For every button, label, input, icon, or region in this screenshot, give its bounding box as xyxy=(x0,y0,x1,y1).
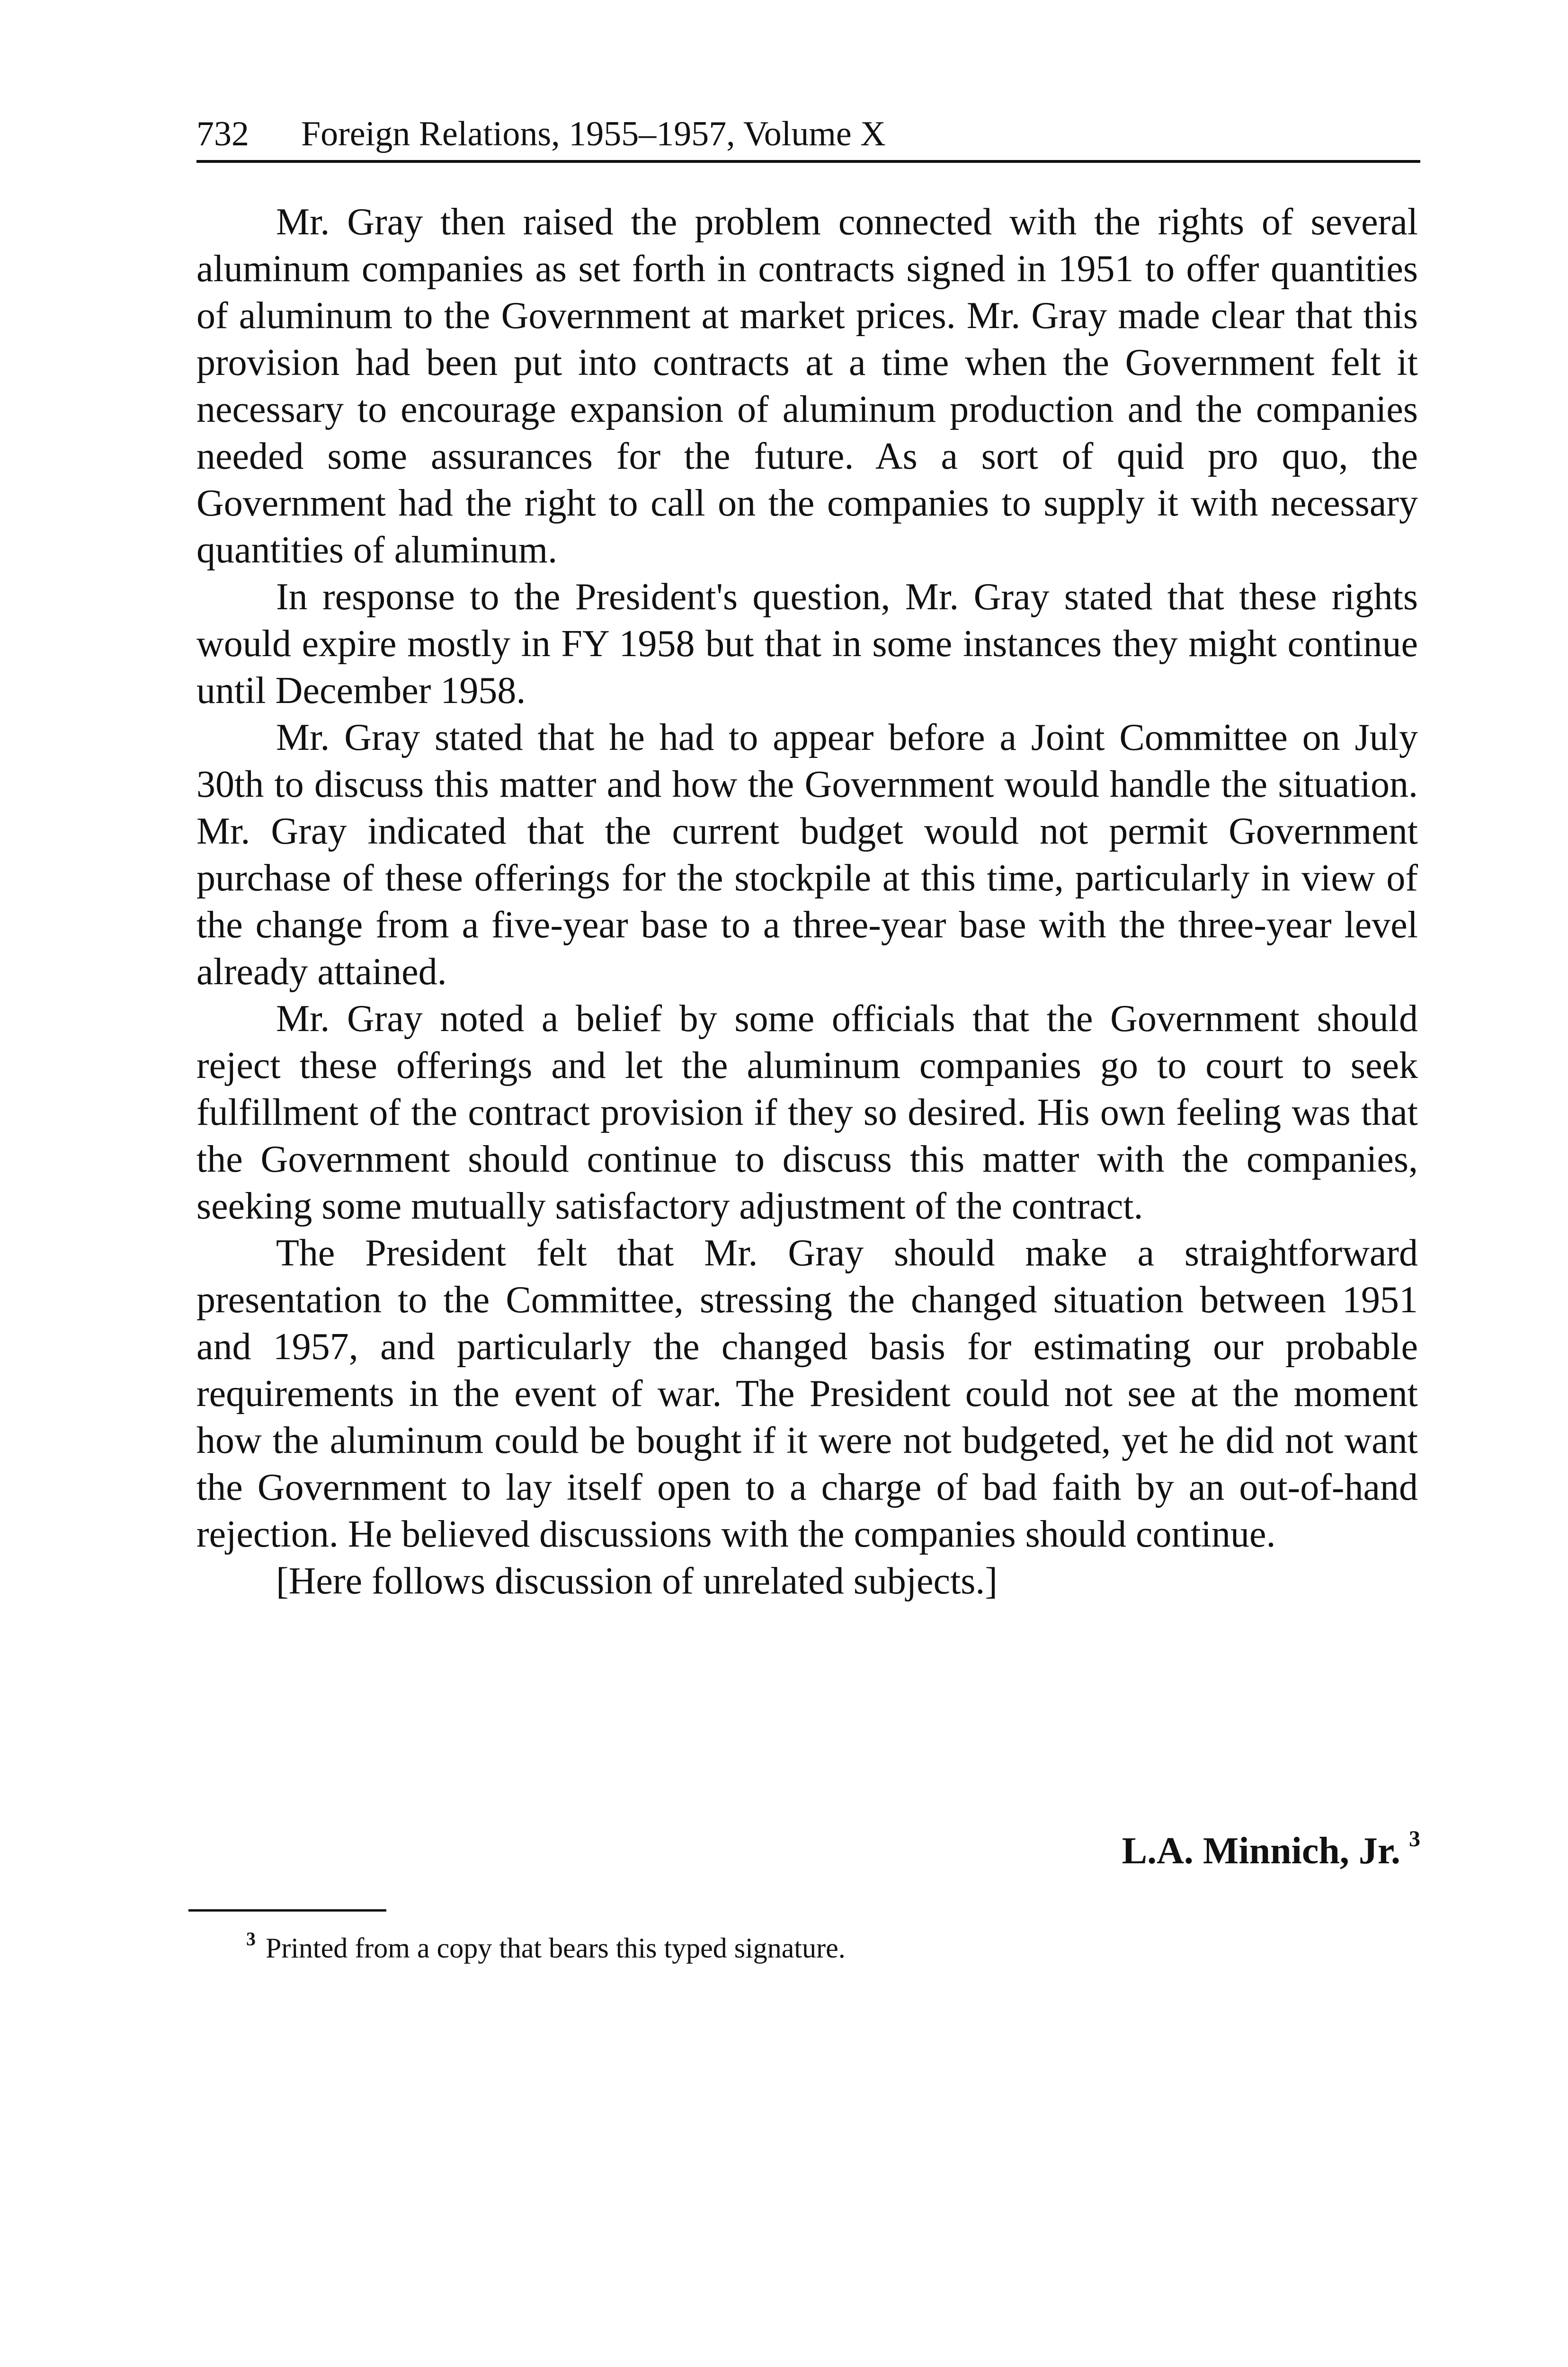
paragraph-5: The President felt that Mr. Gray should make a straightforward presentation to the Committee, stressing the changed situation between 1951 and 1957, and particularly the changed basis for estimating our probable requirements in the event of war. The President could not see at the moment how the aluminum could be bought if it were not budgeted, yet he did not want the Government to lay itself open to a charge of bad faith by an out-of-hand rejection. He believed discussions with the companies should continue. xyxy=(196,1232,1418,1555)
paragraph-3: Mr. Gray stated that he had to appear before a Joint Committee on July 30th to discuss this matter and how the Government would handle the situation. Mr. Gray indicated that the current budget would not permit Government purchase of these offerings for the stockpile at this time, particularly in view of the change from a five-year base to a three-year base with the three-year level already attained. xyxy=(196,717,1418,993)
paragraph-2: In response to the President's question, Mr. Gray stated that these rights would expire mostly in FY 1958 but that in some instances they might continue until December 1958. xyxy=(196,576,1418,712)
paragraph-6: [Here follows discussion of unrelated subjects.] xyxy=(276,1560,998,1602)
signature xyxy=(1122,1826,1420,1873)
paragraph-4: Mr. Gray noted a belief by some officials that the Government should reject these offerings and let the aluminum companies go to court to seek fulfillment of the contract provision if they so desired. His own feeling was that the Government should continue to discuss this matter with the companies, seeking some mutually satisfactory adjustment of the contract. xyxy=(196,998,1418,1227)
running-head xyxy=(196,108,1420,163)
signature-name: L.A. Minnich, Jr. xyxy=(1122,1830,1400,1872)
volume-title: Foreign Relations, 1955–1957, Volume X xyxy=(301,115,886,153)
paragraph-1: Mr. Gray then raised the problem connected with the rights of several aluminum companies as set forth in contracts signed in 1951 to offer quantities of aluminum to the Government at market prices. Mr. Gray made clear that this provision had been put into contracts at a time when the Government felt it necessary to encourage expansion of aluminum production and the companies needed some assurances for the future. As a sort of quid pro quo, the Government had the right to call on the companies to supply it with necessary quantities of aluminum. xyxy=(196,201,1418,571)
footnote-reference[interactable]: 3 xyxy=(1409,1826,1420,1851)
footnote-divider xyxy=(188,1909,386,1912)
footnote-text: Printed from a copy that bears this typed signature. xyxy=(266,1932,846,1964)
page-number: 732 xyxy=(196,115,249,153)
footnote xyxy=(246,1929,846,1967)
body-text xyxy=(196,199,1418,1605)
footnote-marker: 3 xyxy=(246,1928,256,1949)
